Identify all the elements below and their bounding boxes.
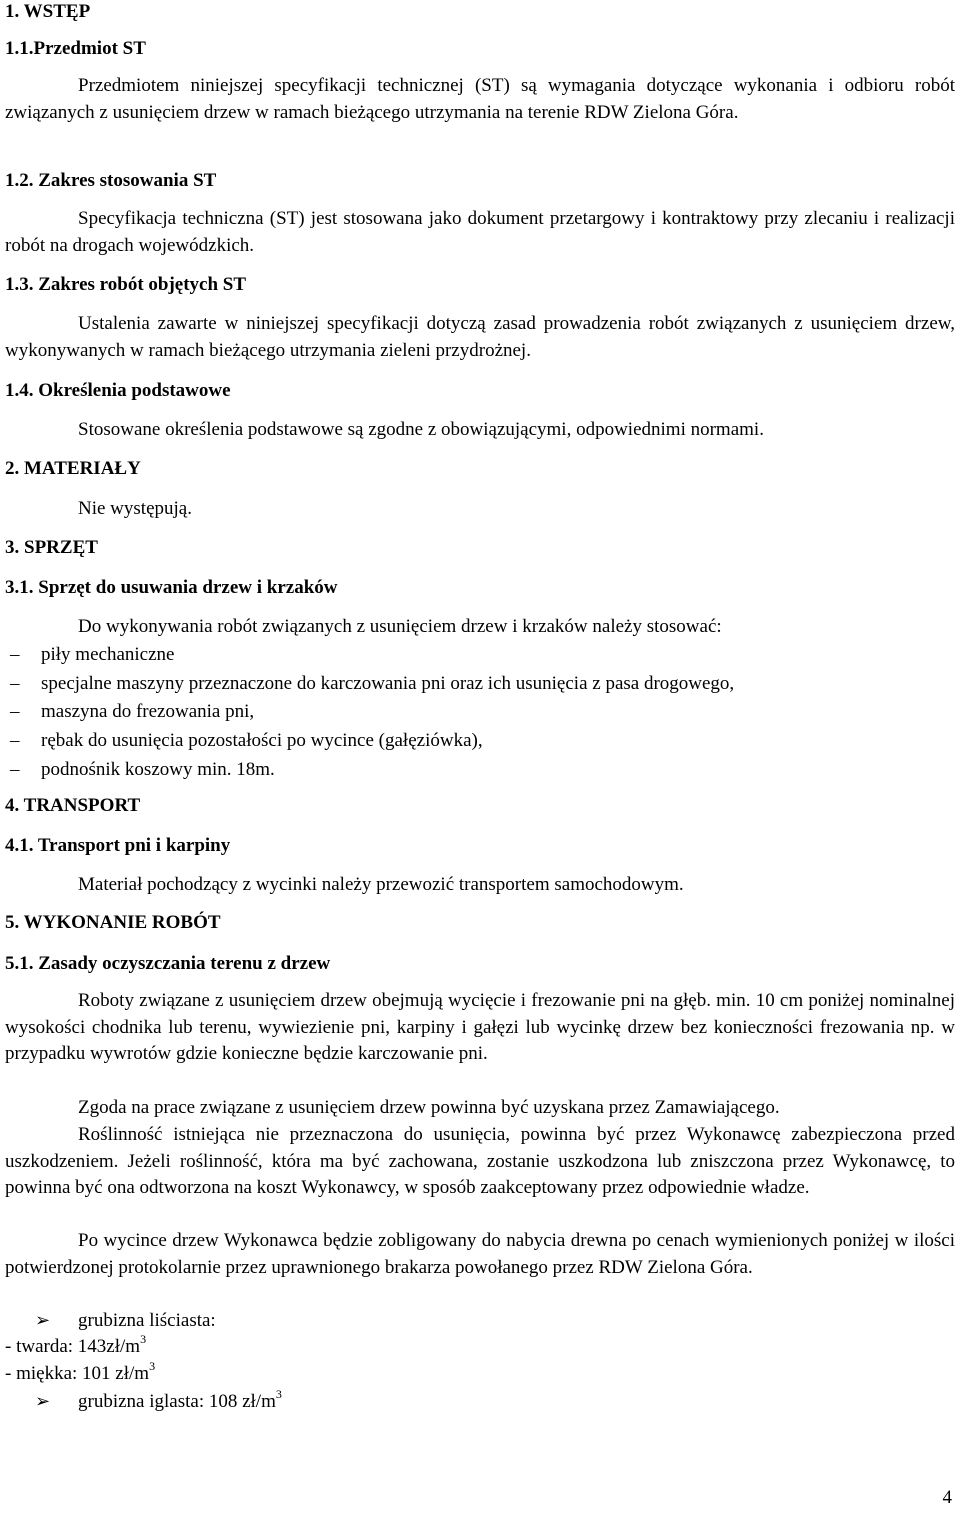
- paragraph-przedmiot: [5, 73, 955, 126]
- paragraph-okreslenia: Stosowane określenia podstawowe są zgodne z obowiązującymi, odpowiednimi normami.: [78, 419, 764, 440]
- list-item-text: piły mechaniczne: [41, 644, 175, 665]
- paragraph-zasady-3: [5, 1122, 955, 1202]
- paragraph-zakres-robot-text: Ustalenia zawarte w niniejszej specyfikacji dotyczą zasad prowadzenia robót związanych z usunięciem drzew, wykonywanych w ramach bieżącego utrzymania zieleni przydrożnej.: [5, 313, 955, 361]
- heading-sprzet: 3. SPRZĘT: [5, 537, 98, 558]
- dash-bullet: –: [10, 758, 20, 780]
- paragraph-zasady-2-text: Zgoda na prace związane z usunięciem drzew powinna być uzyskana przez Zamawiającego.: [78, 1097, 780, 1118]
- bullet-grubizna-iglasta-text: grubizna iglasta: 108 zł/m: [78, 1391, 276, 1412]
- arrow-bullet-icon: ➢: [35, 1391, 51, 1411]
- price-miekka-text: - miękka: 101 zł/m: [5, 1363, 150, 1384]
- paragraph-przedmiot-text: Przedmiotem niniejszej specyfikacji technicznej (ST) są wymagania dotyczące wykonania i odbioru robót związanych z usunięciem drzew w ramach bieżącego utrzymania na terenie RDW Zielona Góra.: [5, 75, 955, 123]
- dash-bullet: –: [10, 701, 20, 723]
- superscript: 3: [275, 1387, 282, 1401]
- paragraph-transport: Materiał pochodzący z wycinki należy przewozić transportem samochodowym.: [78, 874, 684, 895]
- list-item-text: rębak do usunięcia pozostałości po wycince (gałęziówka),: [41, 730, 483, 752]
- dash-bullet: –: [10, 730, 20, 752]
- bullet-grubizna-iglasta: [35, 1389, 282, 1414]
- list-item-text: specjalne maszyny przeznaczone do karczowania pni oraz ich usunięcia z pasa drogowego,: [41, 672, 735, 694]
- list-item-text: podnośnik koszowy min. 18m.: [41, 758, 275, 780]
- bullet-grubizna-lisciasta-text: grubizna liściasta:: [78, 1310, 216, 1331]
- paragraph-materialy: Nie występują.: [78, 498, 192, 519]
- list-item-text: maszyna do frezowania pni,: [41, 701, 255, 723]
- price-miekka: [5, 1359, 156, 1386]
- heading-wykonanie: 5. WYKONANIE ROBÓT: [5, 912, 221, 933]
- paragraph-zasady-2: [5, 1095, 955, 1122]
- heading-transport-pni: 4.1. Transport pni i karpiny: [5, 835, 231, 856]
- paragraph-zakres-stosowania-text: Specyfikacja techniczna (ST) jest stosowana jako dokument przetargowy i kontraktowy przy zlecaniu i realizacji robót na drogach wojewódzkich.: [5, 208, 955, 256]
- arrow-bullet-icon: ➢: [35, 1310, 51, 1330]
- heading-materialy: 2. MATERIAŁY: [5, 458, 141, 479]
- list-item: [5, 756, 734, 785]
- superscript: 3: [140, 1332, 147, 1346]
- heading-wstep: 1. WSTĘP: [5, 1, 91, 22]
- paragraph-zasady-1: [5, 988, 955, 1068]
- list-item: [5, 727, 734, 756]
- document-page: [5, 0, 955, 1513]
- paragraph-zakres-stosowania: [5, 206, 955, 259]
- bullet-grubizna-lisciasta: [35, 1308, 216, 1333]
- heading-zasady: 5.1. Zasady oczyszczania terenu z drzew: [5, 953, 331, 974]
- price-twarda-text: - twarda: 143zł/m: [5, 1336, 141, 1357]
- list-item: [5, 698, 734, 727]
- price-twarda: [5, 1332, 147, 1359]
- paragraph-sprzet-intro: Do wykonywania robót związanych z usunięciem drzew i krzaków należy stosować:: [78, 616, 722, 637]
- paragraph-zasady-4: [5, 1228, 955, 1281]
- heading-przedmiot-st: 1.1.Przedmiot ST: [5, 38, 146, 59]
- heading-zakres-stosowania: 1.2. Zakres stosowania ST: [5, 170, 217, 191]
- heading-sprzet-usuwania: 3.1. Sprzęt do usuwania drzew i krzaków: [5, 577, 338, 598]
- dash-bullet: –: [10, 672, 20, 694]
- dash-bullet: –: [10, 644, 20, 665]
- paragraph-zasady-3-text: Roślinność istniejąca nie przeznaczona do usunięcia, powinna być przez Wykonawcę zabezpieczona przed uszkodzeniem. Jeżeli roślinność, która ma być zachowana, zostanie uszkodzona lub zniszczona przez Wykonawcę, to powinna być ona odtworzona na koszt Wykonawcy, w sposób zaakceptowany przez odpowiednie władze.: [5, 1124, 955, 1198]
- paragraph-zasady-1-text: Roboty związane z usunięciem drzew obejmują wycięcie i frezowanie pni na głęb. min. 10 cm poniżej nominalnej wysokości chodnika lub terenu, wywiezienie pni, karpiny i gałęzi lub wycinkę drzew bez konieczności frezowania np. w przypadku wywrotów gdzie konieczne będzie karczowanie pni.: [5, 990, 955, 1064]
- paragraph-zasady-4-text: Po wycince drzew Wykonawca będzie zobligowany do nabycia drewna po cenach wymienionych poniżej w ilości potwierdzonej protokolarnie przez uprawnionego brakarza powołanego przez RDW Zielona Góra.: [5, 1230, 955, 1278]
- list-item: [5, 670, 734, 699]
- superscript: 3: [149, 1359, 156, 1373]
- page-number: 4: [942, 1487, 952, 1508]
- equipment-list: [5, 641, 734, 784]
- heading-zakres-robot: 1.3. Zakres robót objętych ST: [5, 274, 247, 295]
- list-item: [5, 641, 734, 670]
- paragraph-zakres-robot: [5, 311, 955, 364]
- heading-transport: 4. TRANSPORT: [5, 795, 141, 816]
- heading-okreslenia: 1.4. Określenia podstawowe: [5, 380, 231, 401]
